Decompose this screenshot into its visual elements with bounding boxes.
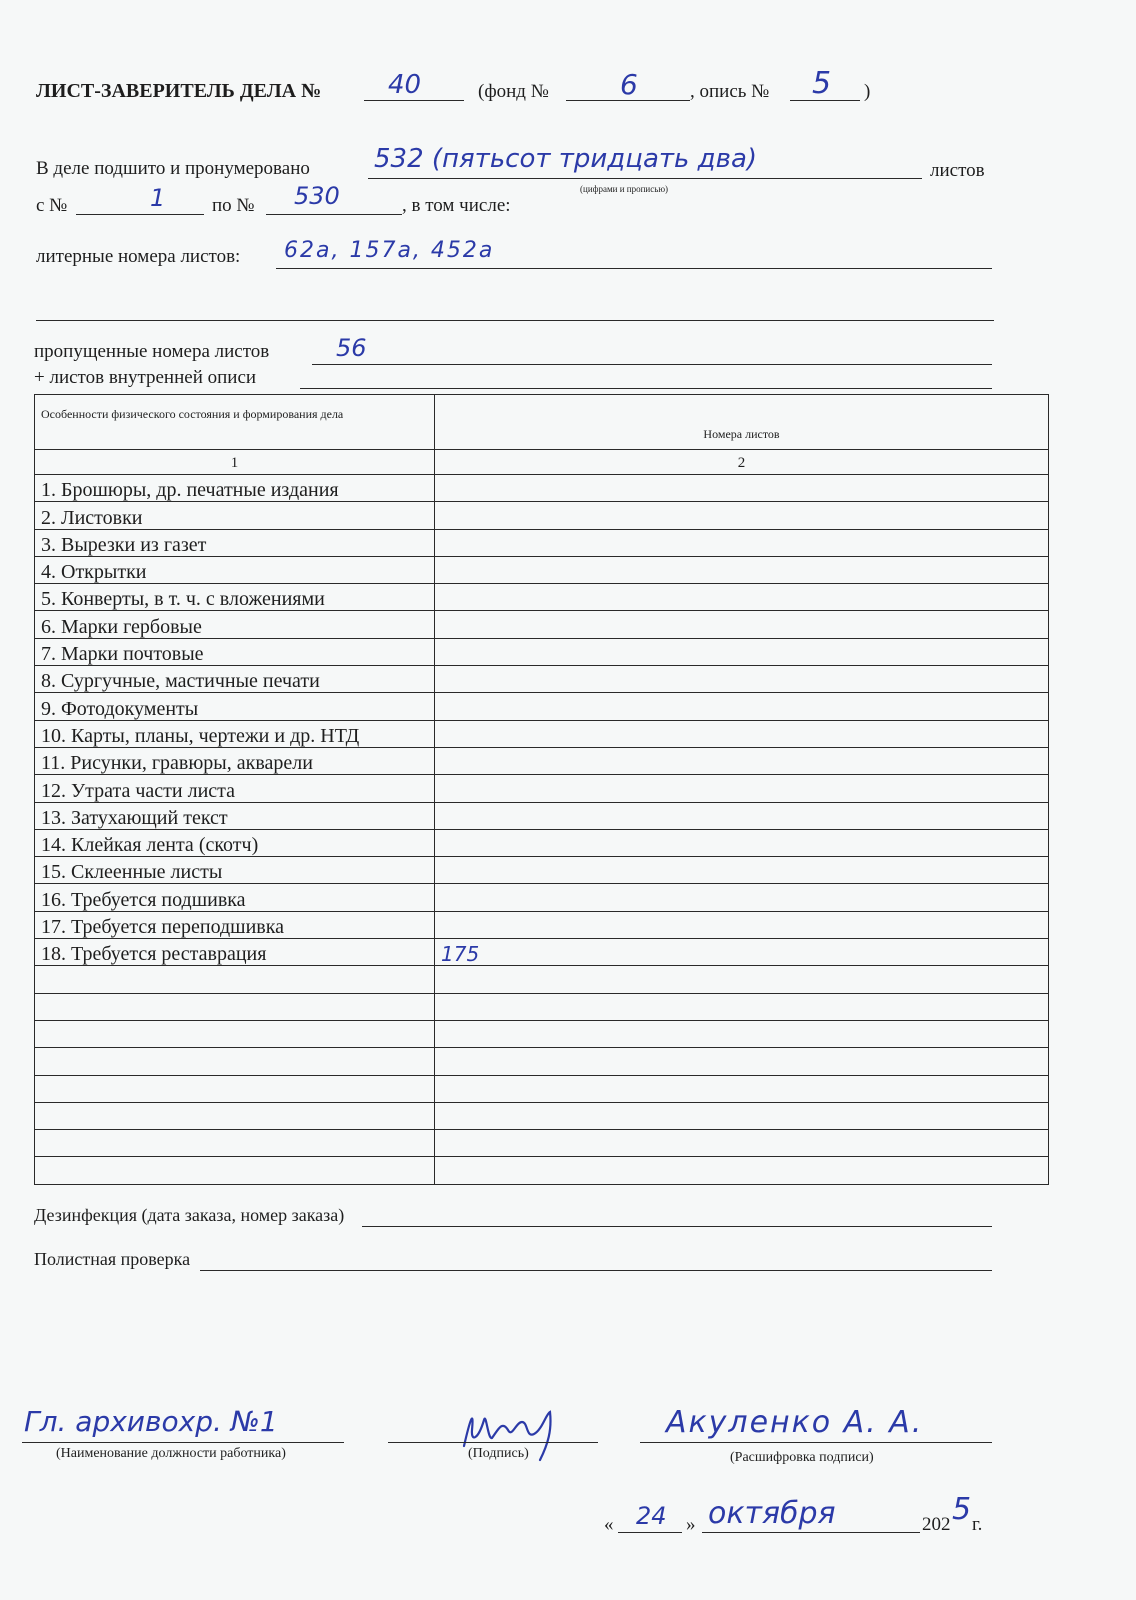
- empty-cell[interactable]: [435, 1075, 1049, 1102]
- signature-label: (Подпись): [468, 1446, 529, 1461]
- row-label: 11. Рисунки, гравюры, акварели: [35, 747, 435, 774]
- features-table: [34, 394, 1049, 1185]
- table-number-row: [35, 450, 1049, 475]
- table-empty-row: [35, 1130, 1049, 1157]
- row-label: 2. Листовки: [35, 502, 435, 529]
- row-label: 16. Требуется подшивка: [35, 884, 435, 911]
- case-number[interactable]: 40: [388, 70, 422, 100]
- table-row: [35, 884, 1049, 911]
- row-sheet-numbers[interactable]: [435, 720, 1049, 747]
- table-row: [35, 638, 1049, 665]
- table-row: [35, 693, 1049, 720]
- letter-numbers-value[interactable]: 62а, 157а, 452а: [284, 238, 495, 263]
- table-row: [35, 666, 1049, 693]
- table-empty-row: [35, 1157, 1049, 1184]
- row-label: 13. Затухающий текст: [35, 802, 435, 829]
- row-sheet-numbers[interactable]: [435, 475, 1049, 502]
- from-label: с №: [36, 195, 68, 216]
- internal-inventory-label: + листов внутренней описи: [34, 367, 257, 388]
- position-label: (Наименование должности работника): [56, 1446, 286, 1461]
- sheets-hint: (цифрами и прописью): [580, 184, 669, 194]
- sheets-count[interactable]: 532 (пятьсот тридцать два): [374, 144, 758, 174]
- table-row: [35, 857, 1049, 884]
- row-label: 8. Сургучные, мастичные печати: [35, 666, 435, 693]
- date-month[interactable]: октября: [708, 1496, 836, 1531]
- row-sheet-numbers[interactable]: [435, 911, 1049, 938]
- case-number-line: [364, 100, 464, 101]
- row-sheet-numbers[interactable]: [435, 747, 1049, 774]
- table-empty-row: [35, 993, 1049, 1020]
- col2-header: Номера листов: [435, 395, 1049, 450]
- table-row: [35, 939, 1049, 966]
- internal-inventory-line: [300, 388, 992, 389]
- table-row: [35, 829, 1049, 856]
- row-sheet-numbers[interactable]: [435, 666, 1049, 693]
- empty-cell: [35, 1048, 435, 1075]
- empty-cell[interactable]: [435, 1157, 1049, 1184]
- date-day-line: [618, 1532, 682, 1533]
- row-label: 17. Требуется переподшивка: [35, 911, 435, 938]
- table-empty-row: [35, 1102, 1049, 1129]
- row-label: 15. Склеенные листы: [35, 857, 435, 884]
- name-line: [640, 1442, 992, 1443]
- to-line: [266, 214, 402, 215]
- verification-label: Полистная проверка: [34, 1249, 191, 1269]
- to-number[interactable]: 530: [294, 182, 340, 210]
- table-row: [35, 584, 1049, 611]
- including-label: , в том числе:: [402, 195, 511, 216]
- row-label: 5. Конверты, в т. ч. с вложениями: [35, 584, 435, 611]
- empty-cell[interactable]: [435, 966, 1049, 993]
- date-year-prefix: 202: [922, 1514, 951, 1535]
- row-label: 7. Марки почтовые: [35, 638, 435, 665]
- from-number[interactable]: 1: [150, 184, 166, 212]
- table-row: [35, 556, 1049, 583]
- table-empty-row: [35, 966, 1049, 993]
- row-label: 9. Фотодокументы: [35, 693, 435, 720]
- sheets-count-line: [368, 178, 922, 179]
- row-label: 10. Карты, планы, чертежи и др. НТД: [35, 720, 435, 747]
- opis-number[interactable]: 5: [812, 66, 832, 101]
- table-row: [35, 911, 1049, 938]
- row-sheet-numbers[interactable]: [435, 611, 1049, 638]
- row-label: 4. Открытки: [35, 556, 435, 583]
- to-label: по №: [212, 195, 255, 216]
- table-row: [35, 720, 1049, 747]
- col1-number: 1: [35, 450, 435, 475]
- table-row: [35, 502, 1049, 529]
- opis-close-paren: ): [864, 81, 871, 102]
- empty-cell: [35, 1130, 435, 1157]
- fond-label: (фонд №: [478, 81, 549, 102]
- date-year-suffix[interactable]: 5: [952, 1492, 972, 1527]
- empty-cell: [35, 1157, 435, 1184]
- position-value[interactable]: Гл. архивохр. №1: [24, 1405, 278, 1438]
- page-title: ЛИСТ-ЗАВЕРИТЕЛЬ ДЕЛА №: [36, 80, 322, 102]
- row-label: 1. Брошюры, др. печатные издания: [35, 475, 435, 502]
- skipped-line: [312, 364, 992, 365]
- name-label: (Расшифровка подписи): [730, 1450, 874, 1465]
- table-row: [35, 802, 1049, 829]
- disinfection-label: Дезинфекция (дата заказа, номер заказа): [34, 1205, 345, 1225]
- date-day[interactable]: 24: [636, 1502, 667, 1530]
- date-open-quote: «: [604, 1514, 614, 1535]
- row-sheet-numbers[interactable]: [435, 529, 1049, 556]
- empty-cell: [35, 1102, 435, 1129]
- empty-cell: [35, 993, 435, 1020]
- row-sheet-numbers[interactable]: [435, 584, 1049, 611]
- empty-cell[interactable]: [435, 1048, 1049, 1075]
- col1-header: Особенности физического состояния и формирования дела: [35, 395, 435, 450]
- disinfection-line: [362, 1226, 992, 1227]
- empty-cell[interactable]: [435, 1130, 1049, 1157]
- from-line: [76, 214, 204, 215]
- empty-cell[interactable]: [435, 993, 1049, 1020]
- row-sheet-numbers[interactable]: [435, 556, 1049, 583]
- table-row: [35, 475, 1049, 502]
- empty-cell: [35, 1075, 435, 1102]
- table-row: [35, 529, 1049, 556]
- empty-cell: [35, 1020, 435, 1047]
- row-label: 12. Утрата части листа: [35, 775, 435, 802]
- row-label: 3. Вырезки из газет: [35, 529, 435, 556]
- table-row: [35, 611, 1049, 638]
- signature-line: [388, 1442, 598, 1443]
- empty-cell: [35, 966, 435, 993]
- date-month-line: [702, 1532, 920, 1533]
- sheets-label: В деле подшито и пронумеровано: [36, 158, 310, 179]
- table-header-row: [35, 395, 1049, 450]
- row-sheet-numbers[interactable]: [435, 502, 1049, 529]
- row-label: 18. Требуется реставрация: [35, 939, 435, 966]
- row-label: 14. Клейкая лента (скотч): [35, 829, 435, 856]
- sheets-suffix: листов: [930, 160, 985, 181]
- empty-cell[interactable]: [435, 1020, 1049, 1047]
- table-empty-row: [35, 1048, 1049, 1075]
- opis-label: , опись №: [690, 81, 770, 102]
- position-line: [22, 1442, 344, 1443]
- row-sheet-numbers[interactable]: [435, 857, 1049, 884]
- letter-numbers-label: литерные номера листов:: [36, 246, 241, 267]
- letter-numbers-line: [276, 268, 992, 269]
- row-sheet-numbers[interactable]: [435, 802, 1049, 829]
- table-empty-row: [35, 1020, 1049, 1047]
- row-sheet-numbers[interactable]: 175: [435, 939, 1049, 966]
- table-row: [35, 775, 1049, 802]
- skipped-value[interactable]: 56: [336, 334, 367, 362]
- col2-number: 2: [435, 450, 1049, 475]
- verification-line: [200, 1270, 992, 1271]
- letter-numbers-line-2: [36, 320, 994, 321]
- row-sheet-numbers[interactable]: [435, 638, 1049, 665]
- name-value[interactable]: Акуленко А. А.: [666, 1405, 924, 1440]
- fond-number[interactable]: 6: [620, 68, 638, 101]
- skipped-label: пропущенные номера листов: [34, 341, 270, 362]
- row-label: 6. Марки гербовые: [35, 611, 435, 638]
- row-sheet-numbers[interactable]: [435, 775, 1049, 802]
- date-g: г.: [972, 1514, 983, 1535]
- table-empty-row: [35, 1075, 1049, 1102]
- row-sheet-numbers[interactable]: [435, 829, 1049, 856]
- row-sheet-numbers[interactable]: [435, 884, 1049, 911]
- row-sheet-numbers[interactable]: [435, 693, 1049, 720]
- table-row: [35, 747, 1049, 774]
- date-close-quote: »: [686, 1514, 696, 1535]
- empty-cell[interactable]: [435, 1102, 1049, 1129]
